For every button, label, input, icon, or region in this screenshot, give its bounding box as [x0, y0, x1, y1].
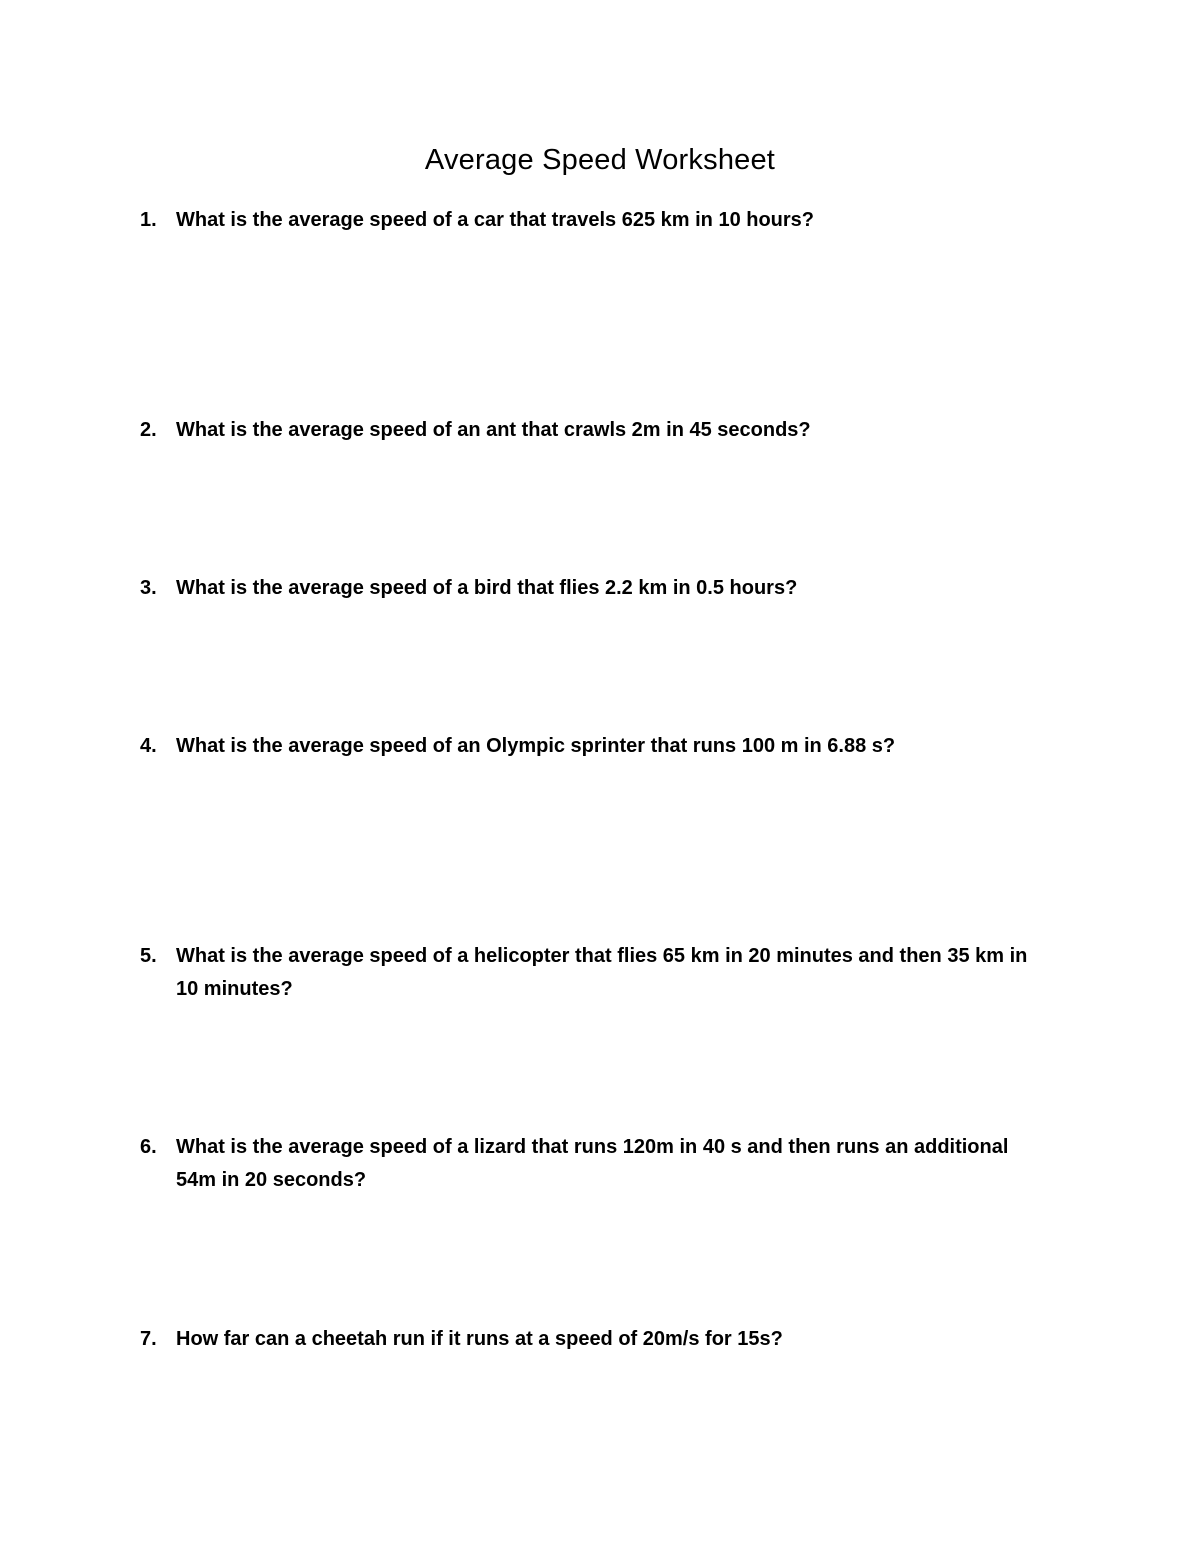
question-text-line-2: 54m in 20 seconds?: [176, 1169, 367, 1191]
question-1: [140, 204, 1080, 237]
question-text: What is the average speed of a bird that flies 2.2 km in 0.5 hours?: [176, 577, 798, 599]
question-number: 6.: [140, 1136, 157, 1158]
question-2: [140, 414, 1080, 447]
question-number: 3.: [140, 577, 157, 599]
question-5: [140, 940, 1080, 1006]
question-number: 2.: [140, 419, 157, 441]
question-text: What is the average speed of a car that travels 625 km in 10 hours?: [176, 209, 815, 231]
question-number: 5.: [140, 945, 157, 967]
question-text-line-2: 10 minutes?: [176, 978, 293, 1000]
question-7: [140, 1323, 1080, 1356]
question-text: What is the average speed of an ant that crawls 2m in 45 seconds?: [176, 419, 811, 441]
question-number: 4.: [140, 735, 157, 757]
question-text: How far can a cheetah run if it runs at a speed of 20m/s for 15s?: [176, 1328, 783, 1350]
question-3: [140, 572, 1080, 605]
question-number: 1.: [140, 209, 157, 231]
question-text: What is the average speed of an Olympic sprinter that runs 100 m in 6.88 s?: [176, 735, 896, 757]
question-text-line-1: What is the average speed of a lizard that runs 120m in 40 s and then runs an additional: [176, 1136, 1009, 1158]
question-4: [140, 730, 1080, 763]
question-6: [140, 1131, 1080, 1197]
worksheet-title: Average Speed Worksheet: [424, 144, 776, 176]
question-number: 7.: [140, 1328, 157, 1350]
question-text: [140, 940, 1080, 1006]
question-text-line-1: What is the average speed of a helicopter that flies 65 km in 20 minutes and then 35 km in: [176, 945, 1028, 967]
question-text: [140, 1131, 1080, 1197]
